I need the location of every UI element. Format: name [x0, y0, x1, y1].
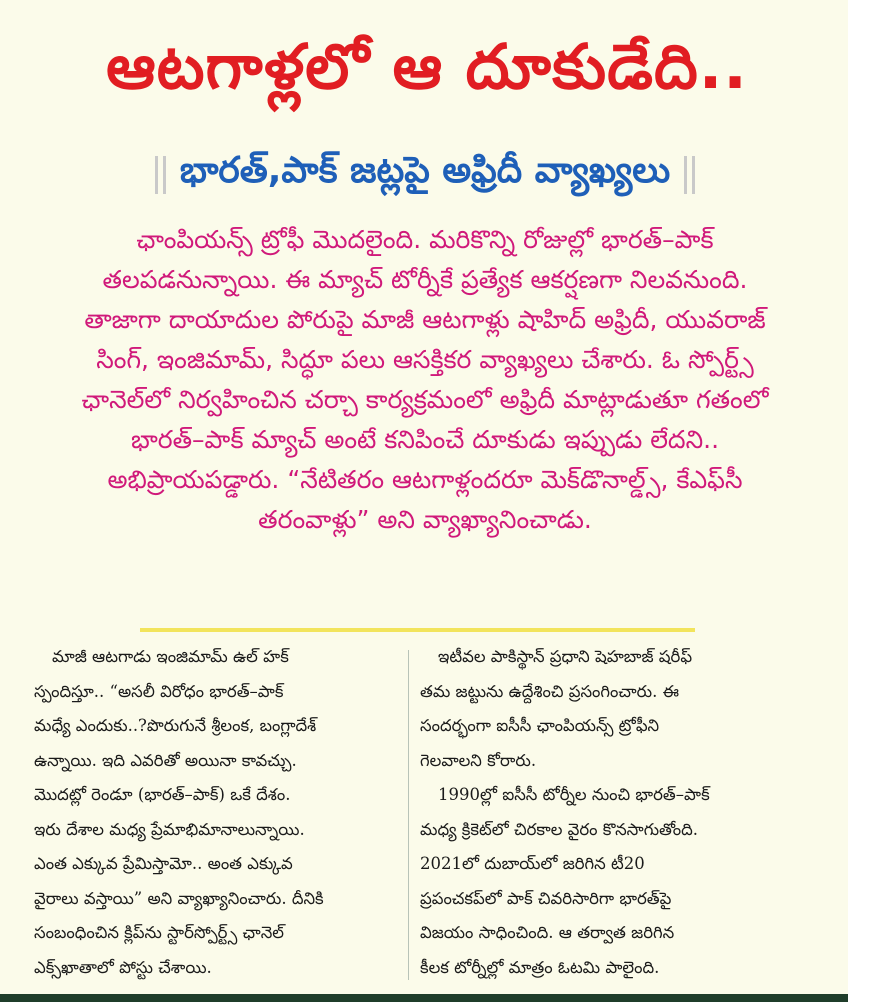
intro-line: ఛాంపియన్స్ ట్రోఫీ మొదలైంది. మరికొన్ని రోజుల్లో భారత్–పాక్ [136, 225, 714, 254]
left-bar-ornament [155, 156, 166, 194]
left-column [34, 640, 422, 985]
intro-line: భారత్–పాక్ మ్యాచ్ అంటే కనిపించే దూకుడు ఇప్పుడు లేదని.. [130, 425, 720, 454]
intro-line: అభిప్రాయపడ్డారు. “నేటితరం ఆటగాళ్లందరూ మెక్‌డొనాల్డ్స్, కేఎఫ్‌సీ [107, 465, 743, 494]
body-line: మధ్య క్రికెట్‌లో చిరకాల వైరం కొనసాగుతోంది. [420, 819, 699, 839]
column-gutter [408, 650, 409, 980]
intro-paragraph [40, 220, 810, 540]
body-line: 1990ల్లో ఐసీసీ టోర్నీల నుంచి భారత్–పాక్ [438, 785, 710, 804]
right-column [420, 640, 808, 985]
yellow-divider [140, 628, 695, 632]
body-line: ఇటీవల పాకిస్థాన్ ప్రధాని షెహబాజ్ షరీఫ్ [438, 647, 693, 666]
headline: ఆటగాళ్లలో ఆ దూకుడేది.. [106, 30, 748, 103]
right-bar-ornament [684, 156, 695, 194]
body-line: ఎంత ఎక్కువ ప్రేమిస్తామో.. అంత ఎక్కువ [34, 854, 293, 873]
body-line: వైరాలు వస్తాయి” అని వ్యాఖ్యానించారు. దీనికి [34, 888, 324, 908]
intro-line: ఛానెల్‌లో నిర్వహించిన చర్చా కార్యక్రమంలో అఫ్రిదీ మాట్లాడుతూ గతంలో [81, 385, 769, 414]
body-line: సంబంధించిన క్లిప్‌ను స్టార్‌స్పోర్ట్స్ ఛానెల్ [34, 923, 284, 942]
body-line: స్పందిస్తూ.. “అసలీ విరోధం భారత్–పాక్ [34, 681, 284, 701]
body-line: గెలవాలని కోరారు. [420, 750, 537, 770]
body-line: కీలక టోర్నీల్లో మాత్రం ఓటమి పాలైంది. [420, 957, 660, 977]
subhead: భారత్,పాక్ జట్లపై అఫ్రిదీ వ్యాఖ్యలు [179, 150, 671, 191]
intro-line: తలపడనున్నాయి. ఈ మ్యాచ్ టోర్నీకే ప్రత్యేక ఆకర్షణగా నిలవనుంది. [102, 265, 748, 294]
right-margin [848, 0, 874, 1002]
body-line: విజయం సాధించింది. ఆ తర్వాత జరిగిన [420, 923, 675, 942]
intro-line: సింగ్, ఇంజిమామ్, సిద్ధూ పలు ఆసక్తికర వ్యాఖ్యలు చేశారు. ఓ స్పోర్ట్స్ [96, 345, 754, 374]
body-line: మొదట్లో రెండూ (భారత్–పాక్) ఒకే దేశం. [34, 785, 291, 804]
body-line: ఉన్నాయి. ఇది ఎవరితో అయినా కావచ్చు. [34, 750, 297, 770]
body-line: ఎక్స్‌ఖాతాలో పోస్టు చేశాయి. [34, 957, 212, 977]
bottom-rule [0, 994, 848, 1002]
body-line: సందర్భంగా ఐసీసీ ఛాంపియన్స్ ట్రోఫీని [420, 716, 660, 735]
body-line: మాజీ ఆటగాడు ఇంజిమామ్ ఉల్ హక్ [52, 647, 289, 666]
intro-line: తాజాగా దాయాదుల పోరుపై మాజీ ఆటగాళ్లు షాహిద్ అఫ్రిదీ, యువరాజ్ [84, 305, 766, 334]
body-line: ఇరు దేశాల మధ్య ప్రేమాభిమానాలున్నాయి. [34, 819, 305, 839]
body-line: తమ జట్టును ఉద్దేశించి ప్రసంగించారు. ఈ [420, 681, 679, 701]
body-line: ప్రపంచకప్‌లో పాక్ చివరిసారిగా భారత్‌పై [420, 888, 672, 908]
body-line: 2021లో దుబాయ్‌లో జరిగిన టీ20 [420, 854, 645, 873]
body-line: మధ్యే ఎందుకు..?పొరుగునే శ్రీలంక, బంగ్లాదేశ్ [34, 716, 317, 735]
subhead-row [40, 140, 810, 210]
intro-line: తరంవాళ్లు” అని వ్యాఖ్యానించాడు. [258, 505, 592, 534]
